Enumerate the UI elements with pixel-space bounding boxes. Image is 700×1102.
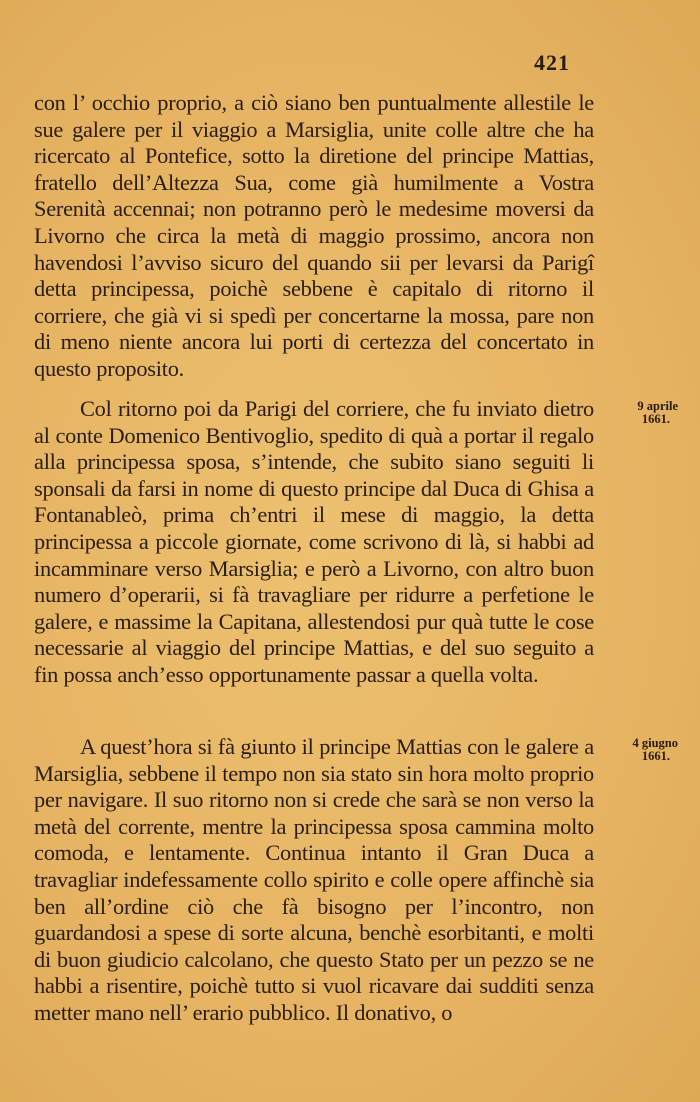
margin-date-day-month: 4 giugno	[632, 736, 678, 750]
margin-date-year: 1661.	[641, 749, 670, 763]
margin-date-day-month: 9 aprile	[637, 399, 678, 413]
paragraph	[34, 734, 594, 1027]
page-number: 421	[534, 50, 570, 75]
paragraph-text: A quest’hora si fà giunto il principe Mattias con le galere a Marsiglia, sebbene il tempo non sia stato sin hora molto proprio per navigare. Il suo ritorno non si crede che sarà se non verso la metà del corrente, mentre la principessa sposa cammina molto comoda, e lentamente. Continua intanto il Gran Duca a travagliar indefessamente collo spirito e colle opere affinchè sia ben all’ordine ciò che fà bisogno per l’incontro, non guardandosi a spese di sorte alcuna, benchè esorbitanti, e molti di buon giudicio calcolano, che questo Stato per un pezzo se ne habbi a risentire, poichè tutto si vuol ricavare dai sudditi senza metter mano nell’ erario pubblico. Il donativo, o	[34, 734, 594, 1025]
paragraph	[34, 396, 594, 689]
margin-date-note	[612, 737, 678, 763]
paragraph-text: con l’ occhio proprio, a ciò siano ben puntualmente allestile le sue galere per il viaggio a Marsiglia, unite colle altre che ha ricercato al Pontefice, sotto la diretione del principe Mattias, fratello dell’Altezza Sua, come già humilmente a Vostra Serenità accennai; non potranno però le medesime moversi da Livorno che circa la metà di maggio prossimo, ancora non havendosi l’avviso sicuro del quando sii per levarsi da Parigî detta principessa, poichè sebbene è capitalo di ritorno il corriere, che già vi si spedì per concertarne la mossa, pare non di meno niente ancora lui porti di certezza del concertato in questo proposito.	[34, 90, 594, 381]
margin-date-note	[612, 400, 678, 426]
margin-date-year: 1661.	[641, 412, 670, 426]
paragraph-continuation	[34, 90, 594, 383]
paragraph-text: Col ritorno poi da Parigi del corriere, che fu inviato dietro al conte Domenico Bentivoglio, spedito di quà a portar il regalo alla principessa sposa, s’intende, che subito siano seguiti li sponsali da farsi in nome di questo principe dal Duca di Ghisa a Fontanableò, prima ch’entri il mese di maggio, la detta principessa a piccole giornate, come scrivono di là, si habbi ad incamminare verso Marsiglia; e però a Livorno, con altro buon numero d’operarii, si fà travagliare per ridurre a perfetione le galere, e massime la Capitana, allestendosi pur quà tutte le cose necessarie al viaggio del principe Mattias, e del suo seguito a fin possa anch’esso opportunamente passar a quella volta.	[34, 396, 594, 687]
